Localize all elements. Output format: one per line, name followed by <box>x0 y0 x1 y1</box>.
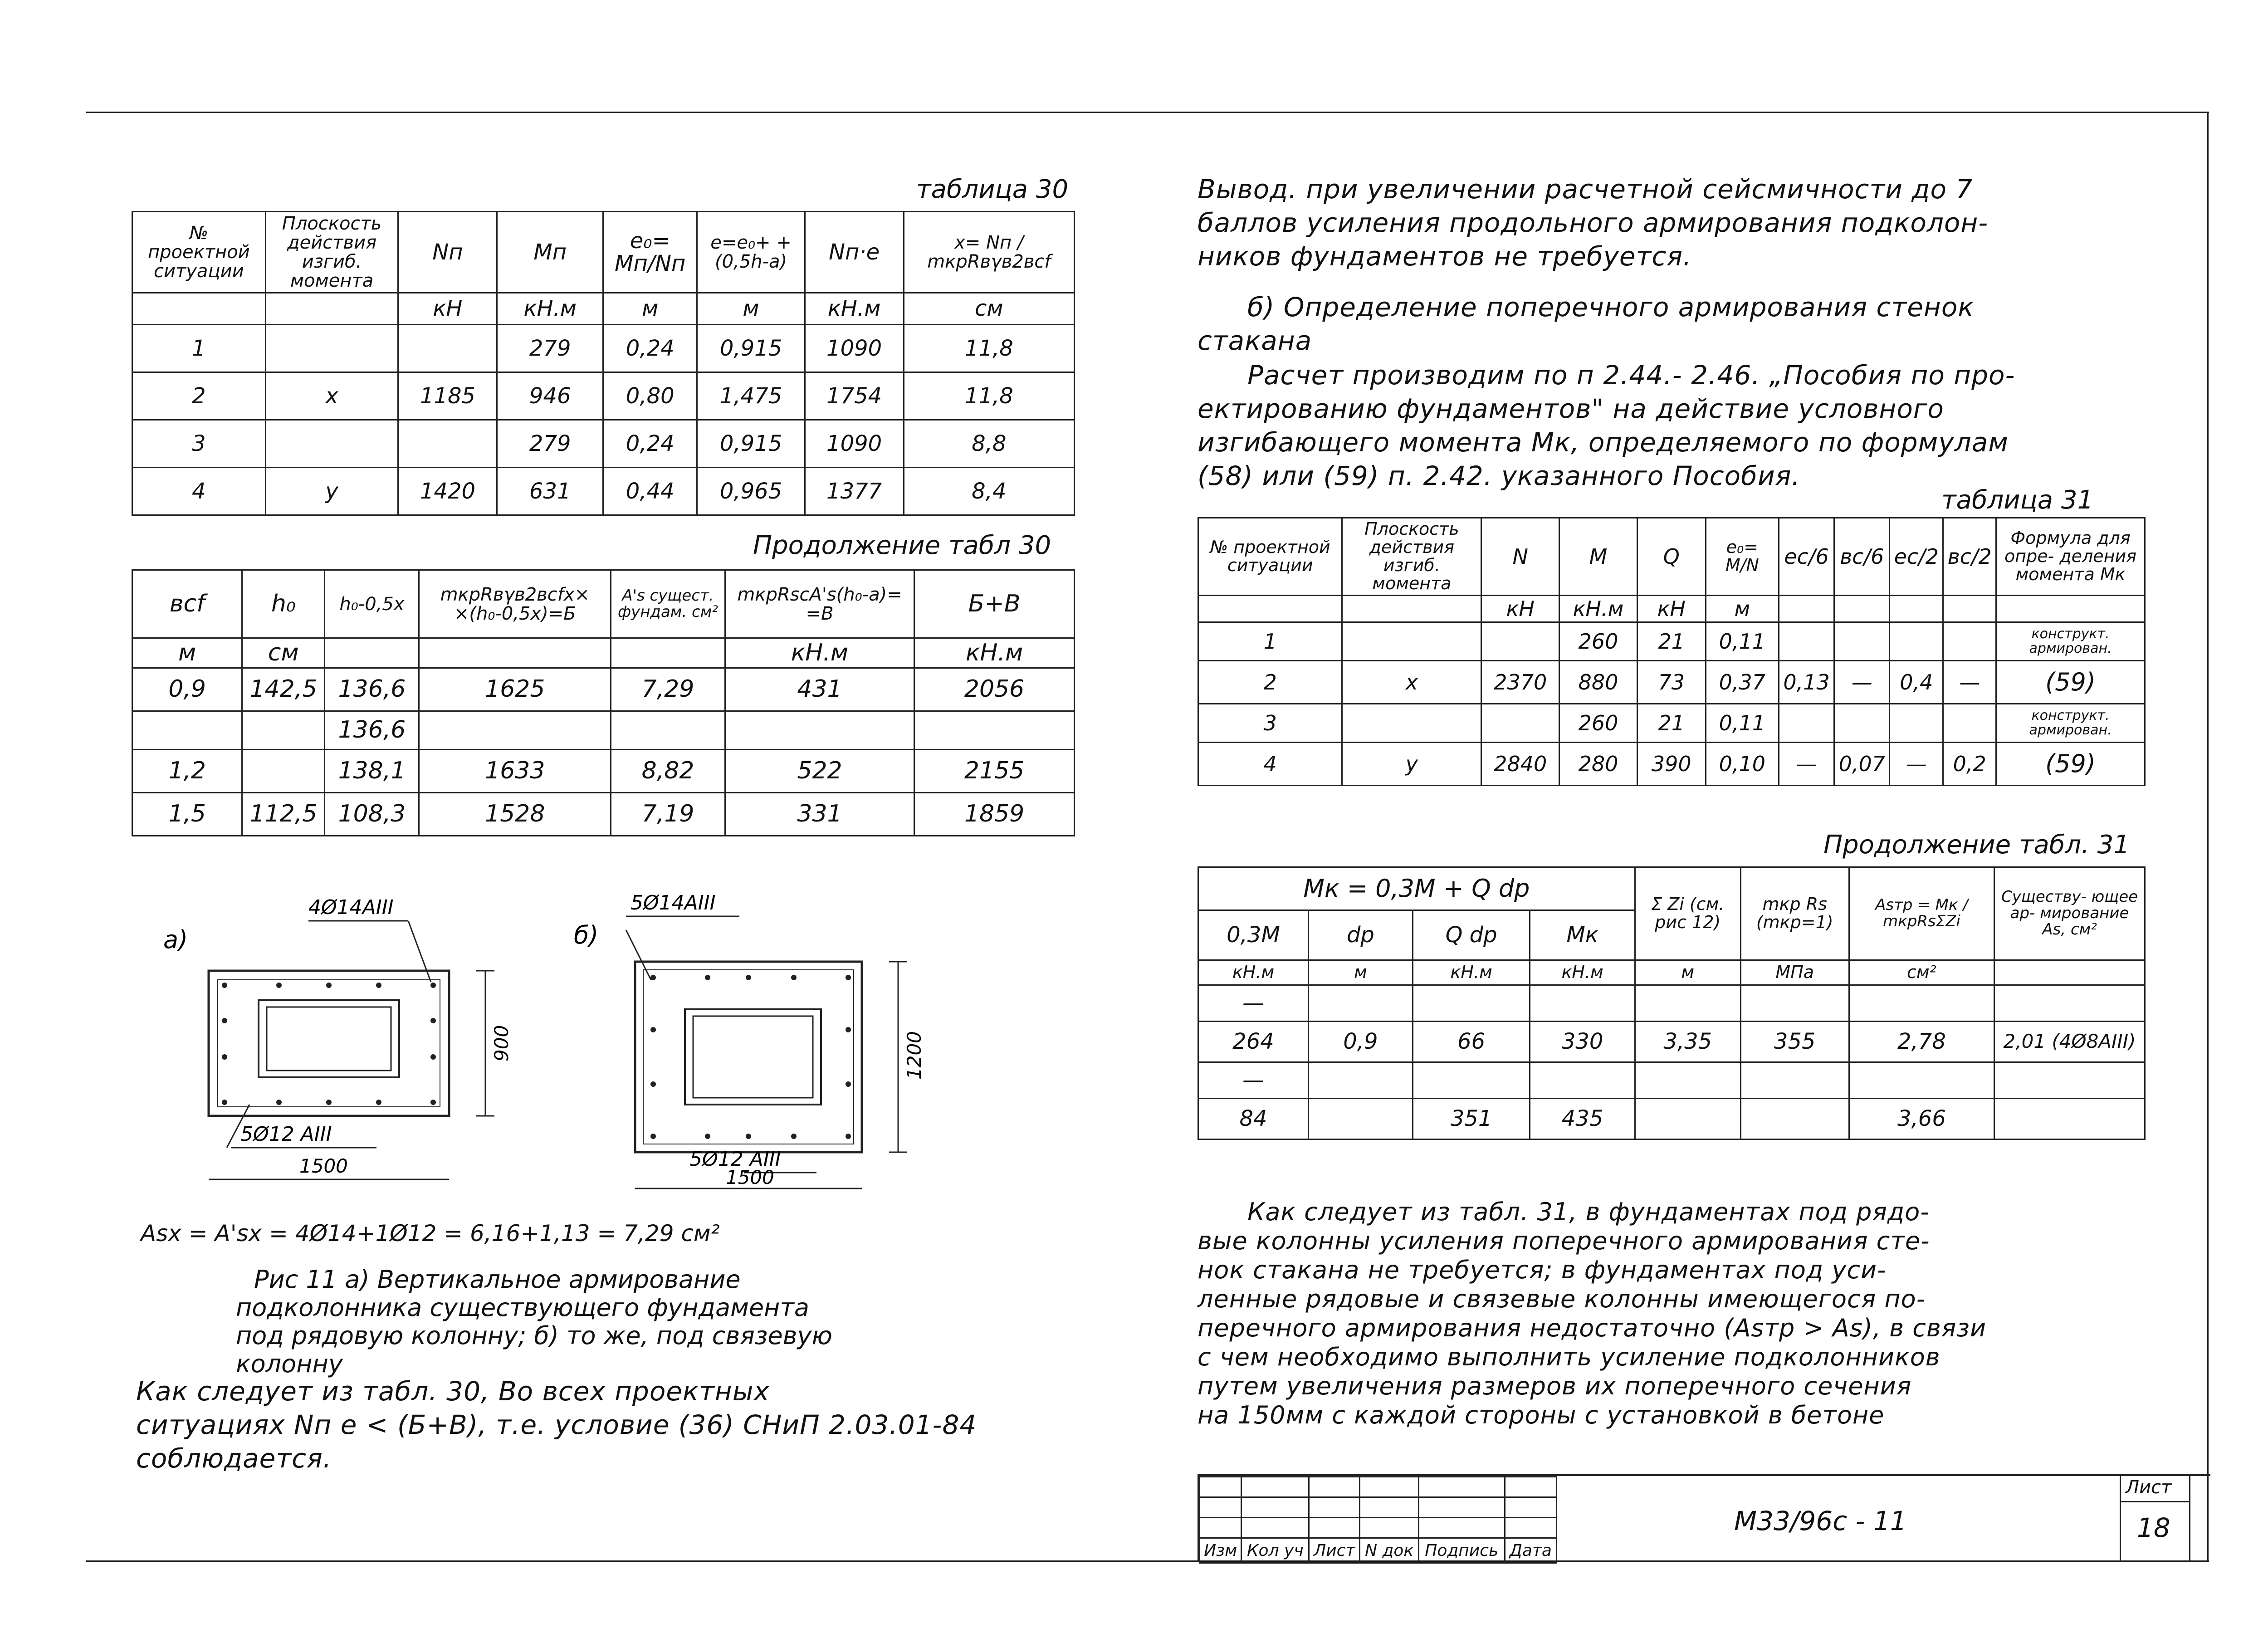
table31-unit-cell <box>1996 595 2145 622</box>
table-cell: 1633 <box>419 749 611 792</box>
table31b-unit-cell: м <box>1308 960 1413 985</box>
stamp-col-label: Лист <box>1309 1538 1360 1563</box>
table31-header-cell: e₀= M/N <box>1706 518 1779 596</box>
table-row <box>132 420 1075 468</box>
table-cell <box>1740 1062 1849 1099</box>
table-cell <box>1481 704 1559 742</box>
table30b-caption: Продолжение табл 30 <box>753 531 1051 560</box>
stamp-col-label: Дата <box>1505 1538 1556 1563</box>
table30-unit-cell: см <box>904 293 1074 325</box>
table30b-header-cell: h₀-0,5x <box>325 570 419 638</box>
table-cell: 142,5 <box>242 668 325 711</box>
table-cell <box>1530 1062 1635 1099</box>
table30b-header-row <box>132 570 1075 638</box>
table31b-header-cell: Σ Zi (см. рис 12) <box>1635 867 1740 960</box>
table-cell: 7,29 <box>611 668 725 711</box>
table30-unit-cell: кН.м <box>497 293 603 325</box>
rebar-a-top: 4Ø14АIII <box>308 896 394 919</box>
table-cell: 2370 <box>1481 660 1559 704</box>
label-a: а) <box>163 925 188 954</box>
table31b-caption: Продолжение табл. 31 <box>1823 830 2130 860</box>
table30b-unit-cell <box>419 638 611 668</box>
caption-line: Рис 11 а) Вертикальное армирование <box>254 1265 741 1294</box>
sheet-label: Лист <box>2126 1477 2172 1498</box>
table-cell: 8,8 <box>904 420 1074 468</box>
table-cell: 0,9 <box>1308 1022 1413 1062</box>
table-cell: 1,5 <box>132 792 242 836</box>
table31b-header-cell: Asтр = Mк / mкрRsΣZi <box>1849 867 1994 960</box>
table-cell: 1754 <box>805 372 904 420</box>
caption-line: колонну <box>236 1350 343 1378</box>
table-cell: 136,6 <box>325 668 419 711</box>
figure-caption <box>236 1265 832 1378</box>
table30-unit-cell <box>265 293 398 325</box>
table-row <box>132 372 1075 420</box>
table-cell <box>1834 704 1890 742</box>
table31b-unit-cell: см² <box>1849 960 1994 985</box>
stamp-col-label: N док <box>1360 1538 1419 1563</box>
text-line: соблюдается. <box>136 1443 332 1474</box>
table-cell: 4 <box>132 468 266 515</box>
table31-units-row <box>1198 595 2145 622</box>
table31-caption: таблица 31 <box>1941 485 2094 515</box>
table31b-units-row <box>1198 960 2145 985</box>
section-b <box>574 891 925 1188</box>
table30-unit-cell: м <box>697 293 805 325</box>
table-cell: 2155 <box>914 749 1075 792</box>
right-conclusion <box>1198 1198 1986 1430</box>
section-heading <box>1198 290 1974 357</box>
table-cell: 355 <box>1740 1022 1849 1062</box>
text-line: Вывод. при увеличении расчетной сейсмичности до 7 <box>1198 174 1973 205</box>
table-row <box>132 792 1075 836</box>
table-cell: (59) <box>1996 742 2145 785</box>
table-cell <box>611 711 725 749</box>
table-cell <box>1994 1062 2145 1099</box>
table30-unit-cell: кН.м <box>805 293 904 325</box>
table-cell: 136,6 <box>325 711 419 749</box>
table-row <box>1198 1099 2145 1139</box>
table31-header-cell: ec/2 <box>1890 518 1943 596</box>
table31-header-row <box>1198 518 2145 596</box>
table-cell <box>1635 985 1740 1022</box>
table-row <box>1198 1022 2145 1062</box>
table-cell: 631 <box>497 468 603 515</box>
table-cell: 2,01 (4Ø8АIII) <box>1994 1022 2145 1062</box>
table-cell: 880 <box>1559 660 1637 704</box>
table-cell: — <box>1198 1062 1309 1099</box>
table31-header-cell: Q <box>1637 518 1706 596</box>
table-cell: 946 <box>497 372 603 420</box>
table31-unit-cell: кН <box>1481 595 1559 622</box>
table-cell <box>398 325 497 372</box>
table30-header-cell: Nп·e <box>805 212 904 293</box>
table-cell: 0,24 <box>603 325 697 372</box>
table-cell: x <box>1342 660 1481 704</box>
text-line: вые колонны усиления поперечного армирования сте- <box>1198 1227 1930 1255</box>
table-cell: 21 <box>1637 622 1706 660</box>
table30b-header-cell: вcf <box>132 570 242 638</box>
table-cell: 2 <box>132 372 266 420</box>
table-cell: 1377 <box>805 468 904 515</box>
text-line: Расчет производим по п 2.44.- 2.46. „Пособия по про- <box>1247 360 2015 391</box>
table-cell: 1090 <box>805 325 904 372</box>
dim-a-height: 900 <box>490 1025 513 1061</box>
table-cell: 0,2 <box>1943 742 1996 785</box>
table-row <box>1198 742 2145 785</box>
table31b-group-header: Mк = 0,3M + Q dp <box>1198 867 1635 910</box>
table31-unit-cell: кН.м <box>1559 595 1637 622</box>
sheet-divider <box>2121 1501 2189 1502</box>
title-block <box>1198 1474 2210 1562</box>
table31-unit-cell <box>1834 595 1890 622</box>
table-cell <box>1849 1062 1994 1099</box>
table-cell: 3 <box>1198 704 1342 742</box>
table-cell: 1090 <box>805 420 904 468</box>
table31-unit-cell: кН <box>1637 595 1706 622</box>
table-cell <box>1413 1062 1530 1099</box>
text-line: ников фундаментов не требуется. <box>1198 241 1692 272</box>
table-cell: 2,78 <box>1849 1022 1994 1062</box>
stamp-col-label: Изм <box>1200 1538 1242 1563</box>
table-cell <box>1779 622 1834 660</box>
table-cell <box>1308 1062 1413 1099</box>
text-line: на 150мм с каждой стороны с установкой в бетоне <box>1198 1401 1885 1429</box>
left-conclusion <box>136 1374 977 1475</box>
table-cell: 1859 <box>914 792 1075 836</box>
table30-caption: таблица 30 <box>916 175 1069 204</box>
table-cell: 11,8 <box>904 372 1074 420</box>
table-cell: 108,3 <box>325 792 419 836</box>
table30-header-row <box>132 212 1075 293</box>
table-31 <box>1198 517 2146 786</box>
reinforcement-formula: Asx = A'sx = 4Ø14+1Ø12 = 6,16+1,13 = 7,29 см² <box>141 1220 720 1247</box>
table-cell: 0,9 <box>132 668 242 711</box>
table-cell: 0,11 <box>1706 704 1779 742</box>
table-cell: 351 <box>1413 1099 1530 1139</box>
table-cell: y <box>1342 742 1481 785</box>
table30b-unit-cell: см <box>242 638 325 668</box>
right-paragraph <box>1198 358 2015 493</box>
text-line: Как следует из табл. 31, в фундаментах под рядо- <box>1247 1198 1930 1226</box>
table-cell: 260 <box>1559 704 1637 742</box>
table30-units-row <box>132 293 1075 325</box>
table-cell: 260 <box>1559 622 1637 660</box>
figure-11-drawing <box>150 880 1057 1198</box>
table-cell: 0,80 <box>603 372 697 420</box>
table-cell: — <box>1779 742 1834 785</box>
table-cell: 279 <box>497 420 603 468</box>
table31b-group-row <box>1198 867 2145 910</box>
table-cell: 0,10 <box>1706 742 1779 785</box>
table31-header-cell: № проектной ситуации <box>1198 518 1342 596</box>
table-cell <box>1413 985 1530 1022</box>
text-line: путем увеличения размеров их поперечного сечения <box>1198 1372 1912 1400</box>
table-cell <box>1308 1099 1413 1139</box>
table30-header-cell: № проектной ситуации <box>132 212 266 293</box>
table31b-unit-cell: м <box>1635 960 1740 985</box>
table31-header-cell: ec/6 <box>1779 518 1834 596</box>
table31b-unit-cell: МПа <box>1740 960 1849 985</box>
table31b-header-cell: dp <box>1308 910 1413 960</box>
table-cell: 1420 <box>398 468 497 515</box>
table-cell <box>1994 1099 2145 1139</box>
table-cell <box>132 711 242 749</box>
table-cell <box>914 711 1075 749</box>
table30b-unit-cell: м <box>132 638 242 668</box>
rebar-b-top: 5Ø14АIII <box>631 891 716 914</box>
table-cell: 0,4 <box>1890 660 1943 704</box>
table-cell: 435 <box>1530 1099 1635 1139</box>
table30-header-cell: x= Nп / mкрRвγв2вcf <box>904 212 1074 293</box>
table-cell: 11,8 <box>904 325 1074 372</box>
text-line: изгибающего момента Mк, определяемого по формулам <box>1198 427 2009 458</box>
table-cell: 280 <box>1559 742 1637 785</box>
table31-unit-cell <box>1198 595 1342 622</box>
table30b-header-cell: mкрRscA's(h₀-a)= =B <box>725 570 914 638</box>
dim-a-width: 1500 <box>299 1155 348 1177</box>
table-row <box>1198 660 2145 704</box>
table-cell <box>1834 622 1890 660</box>
table-row <box>132 325 1075 372</box>
table-cell: 2 <box>1198 660 1342 704</box>
table31b-unit-cell <box>1994 960 2145 985</box>
table-cell <box>1481 622 1559 660</box>
table-cell <box>242 749 325 792</box>
table-cell <box>1308 985 1413 1022</box>
caption-line: под рядовую колонну; б) то же, под связевую <box>236 1321 832 1350</box>
table31b-header-cell: 0,3M <box>1198 910 1309 960</box>
table-cell <box>1342 622 1481 660</box>
table-cell <box>419 711 611 749</box>
table30-header-cell: e=e₀+ +(0,5h-a) <box>697 212 805 293</box>
table-row <box>1198 622 2145 660</box>
table-cell: 1625 <box>419 668 611 711</box>
table-cell <box>1890 622 1943 660</box>
table30b-unit-cell <box>325 638 419 668</box>
table31-header-cell: M <box>1559 518 1637 596</box>
table-cell <box>1994 985 2145 1022</box>
table-row <box>132 711 1075 749</box>
dim-b-width: 1500 <box>726 1166 774 1188</box>
table-cell: 0,915 <box>697 325 805 372</box>
table31b-unit-cell: кН.м <box>1413 960 1530 985</box>
table-cell: 112,5 <box>242 792 325 836</box>
table-cell: — <box>1890 742 1943 785</box>
table-cell: (59) <box>1996 660 2145 704</box>
table-row <box>132 468 1075 515</box>
table30-header-cell: Mп <box>497 212 603 293</box>
table-cell: — <box>1943 660 1996 704</box>
table30b-unit-cell: кН.м <box>914 638 1075 668</box>
table31-header-cell: вc/2 <box>1943 518 1996 596</box>
table-cell: x <box>265 372 398 420</box>
table-cell <box>1849 985 1994 1022</box>
table-cell: 0,965 <box>697 468 805 515</box>
table-row <box>1198 704 2145 742</box>
table-cell <box>265 420 398 468</box>
table-cell: 2056 <box>914 668 1075 711</box>
table30b-header-cell: Б+B <box>914 570 1075 638</box>
table-cell: 331 <box>725 792 914 836</box>
text-line: ситуациях Nп e < (Б+B), т.е. условие (36) СНиП 2.03.01-84 <box>136 1409 977 1440</box>
table-cell <box>1943 622 1996 660</box>
table30-header-cell: Nп <box>398 212 497 293</box>
table31b-unit-cell: кН.м <box>1530 960 1635 985</box>
table30-unit-cell: кН <box>398 293 497 325</box>
text-line: ектированию фундаментов" на действие условного <box>1198 393 1944 424</box>
table-cell <box>1635 1099 1740 1139</box>
table-cell <box>1779 704 1834 742</box>
table-cell: 8,82 <box>611 749 725 792</box>
table-cell: 522 <box>725 749 914 792</box>
text-line: стакана <box>1198 325 1312 356</box>
table-cell: 1 <box>132 325 266 372</box>
table31b-header-cell: Существу- ющее ар- мирование As, см² <box>1994 867 2145 960</box>
table-cell: 279 <box>497 325 603 372</box>
table31-unit-cell <box>1342 595 1481 622</box>
table-cell: 21 <box>1637 704 1706 742</box>
table30-header-cell: Плоскость действия изгиб. момента <box>265 212 398 293</box>
text-line: с чем необходимо выполнить усиление подколонников <box>1198 1343 1941 1371</box>
caption-line: подколонника существующего фундамента <box>236 1293 809 1322</box>
table-cell <box>1740 985 1849 1022</box>
text-line: (58) или (59) п. 2.42. указанного Пособия. <box>1198 460 1800 491</box>
table30b-units-row <box>132 638 1075 668</box>
table-cell: 3,66 <box>1849 1099 1994 1139</box>
table31-header-cell: Плоскость действия изгиб. момента <box>1342 518 1481 596</box>
table30b-header-cell: A's сущест. фундам. см² <box>611 570 725 638</box>
table-cell: 7,19 <box>611 792 725 836</box>
table-cell: 3,35 <box>1635 1022 1740 1062</box>
table-cell: 0,915 <box>697 420 805 468</box>
right-intro <box>1198 172 1988 273</box>
rebar-b-bottom: 5Ø12 АIII <box>689 1148 781 1171</box>
rebar-a-bottom: 5Ø12 АIII <box>240 1123 332 1146</box>
table-30-continued <box>132 569 1075 836</box>
stamp-revision-grid <box>1199 1476 1557 1564</box>
table30b-unit-cell: кН.м <box>725 638 914 668</box>
table-cell <box>725 711 914 749</box>
table31-header-cell: N <box>1481 518 1559 596</box>
sheet-number: 18 <box>2137 1512 2170 1543</box>
table-cell: — <box>1834 660 1890 704</box>
top-rule <box>86 112 2209 113</box>
table-row <box>1198 1062 2145 1099</box>
table-cell: 390 <box>1637 742 1706 785</box>
table-cell <box>1635 1062 1740 1099</box>
table31-unit-cell <box>1890 595 1943 622</box>
text-line: б) Определение поперечного армирования стенок <box>1247 292 1975 323</box>
text-line: перечного армирования недостаточно (Asтр > As), в связи <box>1198 1314 1987 1342</box>
table-cell: 0,24 <box>603 420 697 468</box>
table31b-header-cell: mкр Rs (mкр=1) <box>1740 867 1849 960</box>
table-cell: 3 <box>132 420 266 468</box>
sheet-box <box>2120 1476 2190 1562</box>
table-cell: 1528 <box>419 792 611 836</box>
table30b-header-cell: h₀ <box>242 570 325 638</box>
table30-unit-cell: м <box>603 293 697 325</box>
table-cell: 73 <box>1637 660 1706 704</box>
table-cell: конструкт. армирован. <box>1996 704 2145 742</box>
table-cell: конструкт. армирован. <box>1996 622 2145 660</box>
table-cell: 0,07 <box>1834 742 1890 785</box>
table-cell: 1,2 <box>132 749 242 792</box>
text-line: Как следует из табл. 30, Во всех проектных <box>136 1376 770 1407</box>
table-cell <box>1530 985 1635 1022</box>
stamp-col-label: Подпись <box>1418 1538 1505 1563</box>
table-cell <box>1342 704 1481 742</box>
table30-header-cell: e₀= Mп/Nп <box>603 212 697 293</box>
table-30 <box>132 211 1075 516</box>
table31-unit-cell: м <box>1706 595 1779 622</box>
table-cell: 0,37 <box>1706 660 1779 704</box>
table-cell: y <box>265 468 398 515</box>
table-cell: 0,11 <box>1706 622 1779 660</box>
table-31-continued <box>1198 866 2146 1140</box>
label-b: б) <box>574 921 599 949</box>
table-row <box>132 668 1075 711</box>
table-cell <box>1890 704 1943 742</box>
right-border <box>2207 112 2209 1561</box>
table-cell <box>1740 1099 1849 1139</box>
table31-unit-cell <box>1779 595 1834 622</box>
table-row <box>132 749 1075 792</box>
table30b-unit-cell <box>611 638 725 668</box>
table-cell: 1 <box>1198 622 1342 660</box>
table-cell: 66 <box>1413 1022 1530 1062</box>
section-a <box>163 896 513 1179</box>
stamp-col-label: Кол уч <box>1242 1538 1309 1563</box>
table30-unit-cell <box>132 293 266 325</box>
table-cell: — <box>1198 985 1309 1022</box>
table-cell: 1,475 <box>697 372 805 420</box>
table-cell <box>242 711 325 749</box>
table31b-header-cell: Q dp <box>1413 910 1530 960</box>
dim-b-height: 1200 <box>903 1031 925 1080</box>
table-cell: 2840 <box>1481 742 1559 785</box>
table-cell <box>265 325 398 372</box>
table30b-header-cell: mкрRвγв2вcfx× ×(h₀-0,5x)=Б <box>419 570 611 638</box>
table-cell: 1185 <box>398 372 497 420</box>
text-line: ленные рядовые и связевые колонны имеющегося по- <box>1198 1285 1926 1313</box>
table-cell <box>1943 704 1996 742</box>
table-cell: 0,13 <box>1779 660 1834 704</box>
table31b-unit-cell: кН.м <box>1198 960 1309 985</box>
table-cell: 4 <box>1198 742 1342 785</box>
table31-header-cell: Формула для опре- деления момента Mк <box>1996 518 2145 596</box>
table-cell: 84 <box>1198 1099 1309 1139</box>
text-line: баллов усиления продольного армирования подколон- <box>1198 207 1989 238</box>
table31-unit-cell <box>1943 595 1996 622</box>
document-code: М33/96с - 11 <box>1734 1506 1907 1536</box>
table-cell: 8,4 <box>904 468 1074 515</box>
text-line: нок стакана не требуется; в фундаментах под уси- <box>1198 1256 1887 1284</box>
table31b-header-cell: Mк <box>1530 910 1635 960</box>
table-cell <box>398 420 497 468</box>
table-cell: 0,44 <box>603 468 697 515</box>
table31-header-cell: вc/6 <box>1834 518 1890 596</box>
table-row <box>1198 985 2145 1022</box>
table-cell: 264 <box>1198 1022 1309 1062</box>
table-cell: 138,1 <box>325 749 419 792</box>
table-cell: 431 <box>725 668 914 711</box>
table-cell: 330 <box>1530 1022 1635 1062</box>
